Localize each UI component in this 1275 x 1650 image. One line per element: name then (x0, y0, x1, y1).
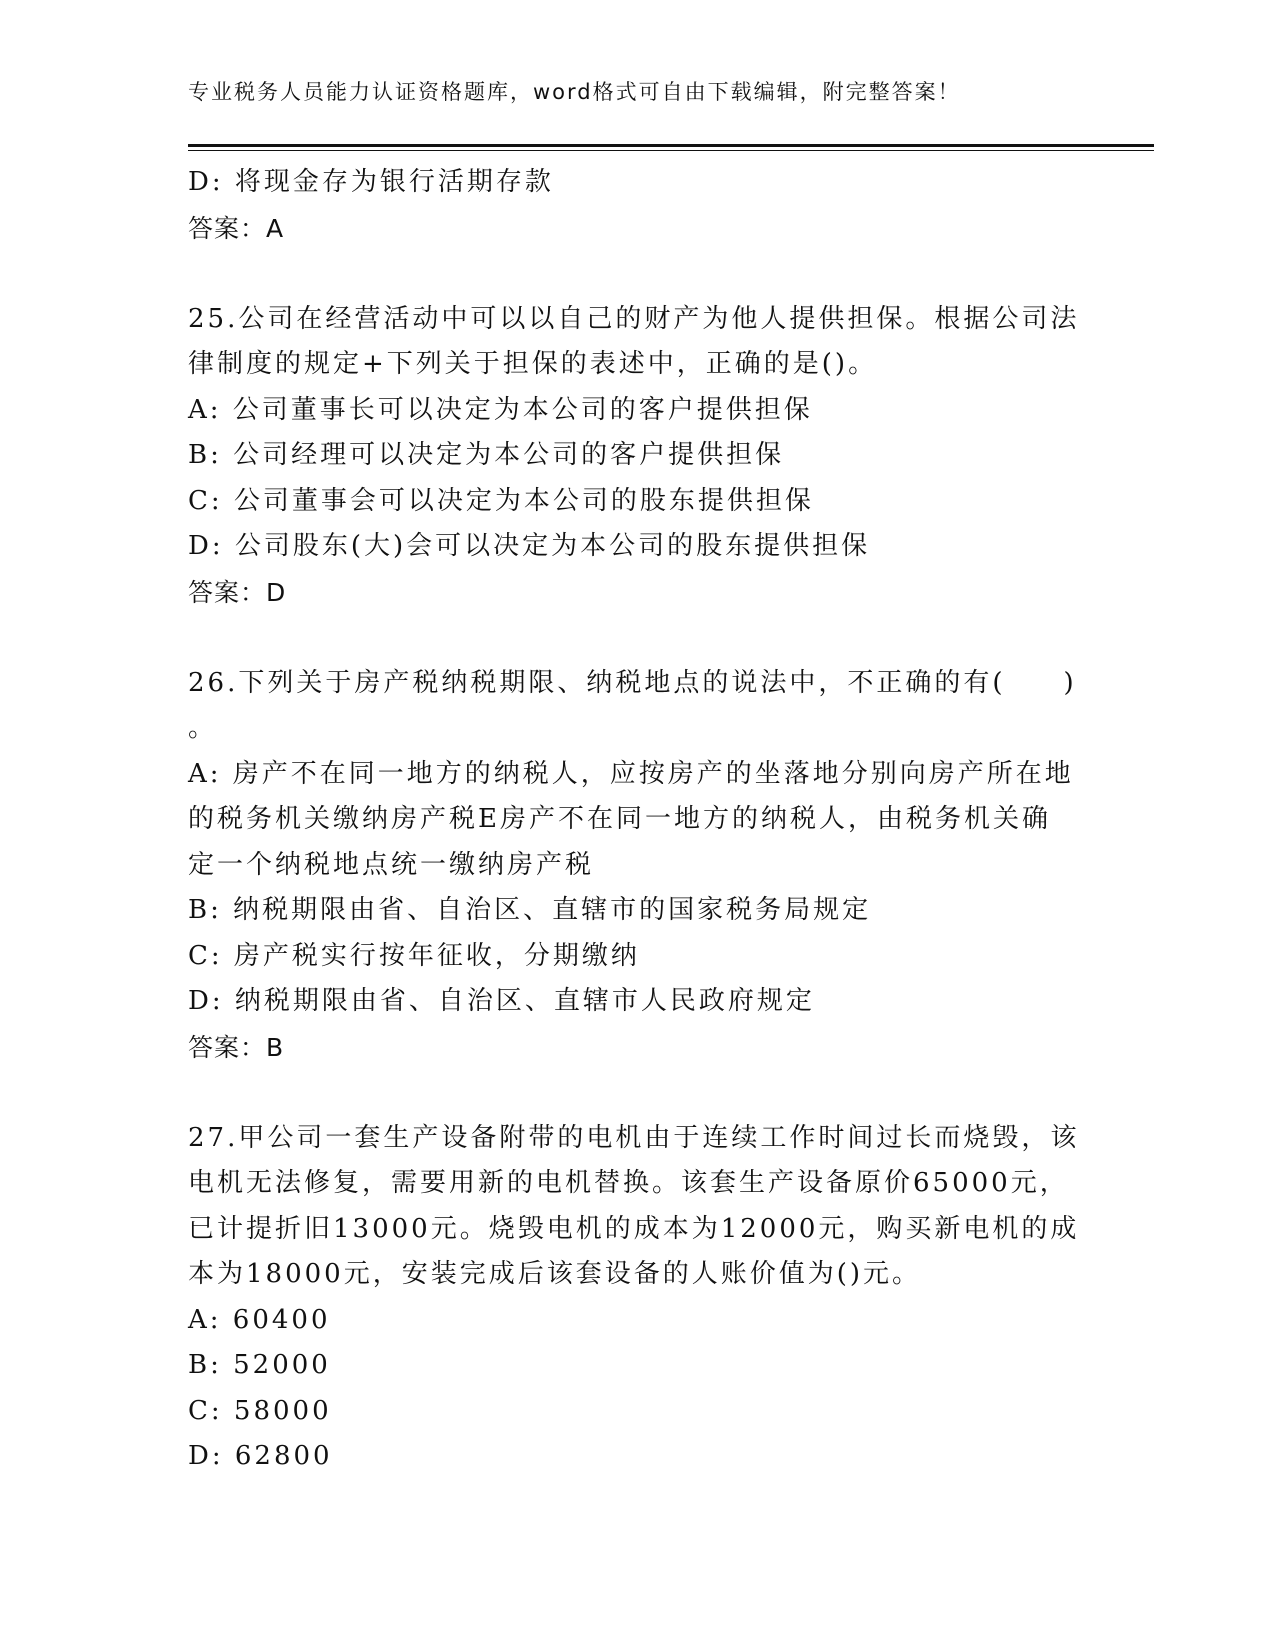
header-rule-thick (188, 144, 1154, 147)
text-line: D: 62800 (188, 1441, 333, 1471)
text-line: 。 (188, 713, 218, 743)
text-line: 定一个纳税地点统一缴纳房产税 (188, 849, 595, 880)
text-line: C: 公司董事会可以决定为本公司的股东提供担保 (188, 485, 814, 516)
answer-line: 答案：B (188, 1032, 285, 1062)
header-rule-thin (188, 150, 1154, 151)
paragraph-spacer (188, 615, 1088, 661)
text-line: 的税务机关缴纳房产税E房产不在同一地方的纳税人，由税务机关确 (188, 804, 1051, 834)
text-line: 本为18000元，安装完成后该套设备的人账价值为()元。 (188, 1259, 921, 1289)
text-line: C: 58000 (188, 1395, 332, 1426)
text-line: A: 60400 (188, 1304, 331, 1335)
paragraph-spacer (188, 1070, 1088, 1116)
answer-line: 答案：A (188, 213, 285, 243)
answer-line: 答案：D (188, 577, 287, 607)
document-body (188, 160, 1088, 1480)
paragraph-spacer (188, 251, 1088, 297)
text-line: B: 公司经理可以决定为本公司的客户提供担保 (188, 440, 785, 470)
text-line: B: 纳税期限由省、自治区、直辖市的国家税务局规定 (188, 895, 872, 925)
text-line: 26.下列关于房产税纳税期限、纳税地点的说法中，不正确的有( ) (188, 667, 1077, 698)
text-line: 已计提折旧13000元。烧毁电机的成本为12000元，购买新电机的成 (188, 1213, 1080, 1244)
text-line: 25.公司在经营活动中可以以自己的财产为他人提供担保。根据公司法 (188, 303, 1080, 334)
text-line: A: 房产不在同一地方的纳税人，应按房产的坐落地分别向房产所在地 (188, 758, 1074, 789)
text-line: D: 纳税期限由省、自治区、直辖市人民政府规定 (188, 986, 815, 1016)
text-line: 律制度的规定+下列关于担保的表述中，正确的是()。 (188, 349, 878, 379)
text-line: 电机无法修复，需要用新的电机替换。该套生产设备原价65000元， (188, 1168, 1069, 1198)
text-line: D: 公司股东(大)会可以决定为本公司的股东提供担保 (188, 531, 871, 561)
text-line: A: 公司董事长可以决定为本公司的客户提供担保 (188, 394, 813, 425)
text-line: D: 将现金存为银行活期存款 (188, 167, 554, 197)
page-header-title: 专业税务人员能力认证资格题库，word格式可自由下载编辑，附完整答案！ (188, 80, 961, 104)
text-line: B: 52000 (188, 1350, 331, 1380)
text-line: C: 房产税实行按年征收，分期缴纳 (188, 940, 640, 971)
text-line: 27.甲公司一套生产设备附带的电机由于连续工作时间过长而烧毁，该 (188, 1122, 1080, 1153)
